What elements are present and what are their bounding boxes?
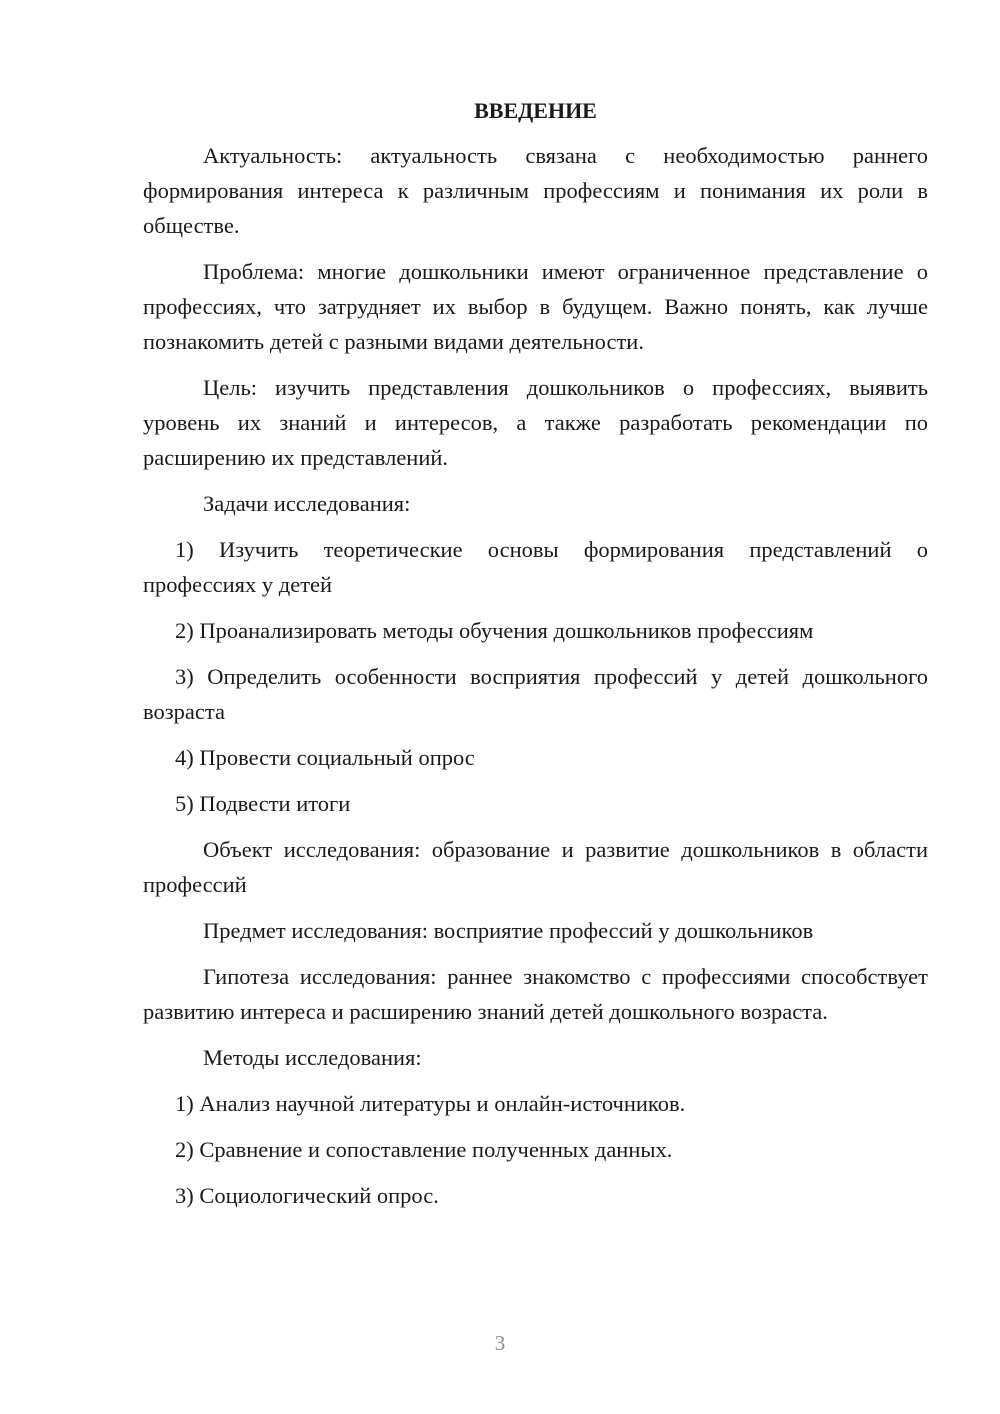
page-number: 3 (494, 1331, 506, 1355)
subject-paragraph: Предмет исследования: восприятие профессий у дошкольников (203, 918, 814, 943)
methods-heading: Методы исследования: (203, 1045, 422, 1070)
task-item: 5) Подвести итоги (175, 791, 351, 816)
task-item: 2) Проанализировать методы обучения дошкольников профессиям (175, 618, 814, 643)
method-item: 1) Анализ научной литературы и онлайн-источников. (175, 1091, 686, 1116)
problem-paragraph: Проблема: многие дошкольники имеют ограниченное представление о профессиях, что затрудняет их выбор в будущем. Важно понять, как лучше познакомить детей с разными видами деятельности. (143, 259, 928, 354)
section-title: ВВЕДЕНИЕ (474, 98, 597, 123)
document-body (143, 93, 928, 1224)
object-paragraph: Объект исследования: образование и развитие дошкольников в области профессий (143, 837, 928, 897)
tasks-heading: Задачи исследования: (203, 491, 411, 516)
task-item: 3) Определить особенности восприятия профессий у детей дошкольного возраста (143, 664, 928, 724)
goal-paragraph: Цель: изучить представления дошкольников о профессиях, выявить уровень их знаний и интересов, а также разработать рекомендации по расширению их представлений. (143, 375, 928, 470)
relevance-paragraph: Актуальность: актуальность связана с необходимостью раннего формирования интереса к различным профессиям и понимания их роли в обществе. (143, 143, 928, 238)
task-item: 1) Изучить теоретические основы формирования представлений о профессиях у детей (143, 537, 928, 597)
task-item: 4) Провести социальный опрос (175, 745, 475, 770)
hypothesis-paragraph: Гипотеза исследования: раннее знакомство с профессиями способствует развитию интереса и расширению знаний детей дошкольного возраста. (143, 964, 928, 1024)
method-item: 2) Сравнение и сопоставление полученных данных. (175, 1137, 673, 1162)
method-item: 3) Социологический опрос. (175, 1183, 439, 1208)
